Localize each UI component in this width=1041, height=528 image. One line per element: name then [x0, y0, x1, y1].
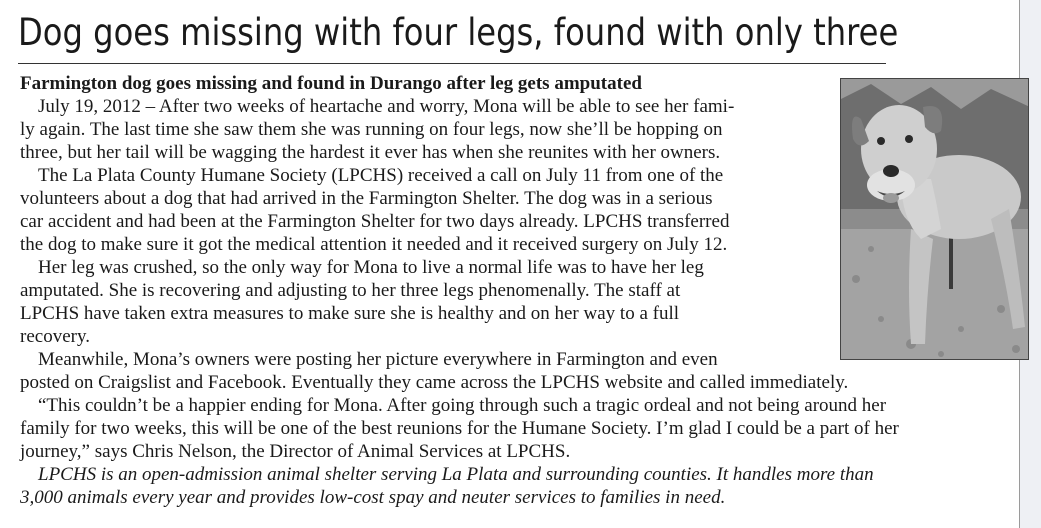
article-line: July 19, 2012 – After two weeks of heartache and worry, Mona will be able to see her fami-: [38, 96, 735, 117]
dog-photo: [840, 78, 1029, 360]
subheadline: Farmington dog goes missing and found in Durango after leg gets amputated: [20, 73, 642, 94]
headline-rule: [18, 63, 886, 64]
article-line: 3,000 animals every year and provides low-cost spay and neuter services to families in need.: [20, 487, 726, 508]
article-line: amputated. She is recovering and adjusting to her three legs phenomenally. The staff at: [20, 280, 681, 301]
article-line: volunteers about a dog that had arrived in the Farmington Shelter. The dog was in a serious: [20, 188, 713, 209]
article-line: ly again. The last time she saw them she was running on four legs, now she’ll be hopping on: [20, 119, 723, 140]
article-line: the dog to make sure it got the medical attention it needed and it received surgery on July 12.: [20, 234, 728, 255]
article-line: family for two weeks, this will be one of the best reunions for the Humane Society. I’m glad I could be a part of her: [20, 418, 899, 439]
article-line: recovery.: [20, 326, 90, 347]
article-line: journey,” says Chris Nelson, the Director of Animal Services at LPCHS.: [20, 441, 571, 462]
article-line: Meanwhile, Mona’s owners were posting her picture everywhere in Farmington and even: [38, 349, 718, 370]
article-line: LPCHS is an open-admission animal shelter serving La Plata and surrounding counties. It handles more than: [38, 464, 874, 485]
article-line: The La Plata County Humane Society (LPCHS) received a call on July 11 from one of the: [38, 165, 724, 186]
article-line: “This couldn’t be a happier ending for Mona. After going through such a tragic ordeal and not being around her: [38, 395, 887, 416]
headline: Dog goes missing with four legs, found with only three: [18, 11, 899, 54]
article-line: Her leg was crushed, so the only way for Mona to live a normal life was to have her leg: [38, 257, 704, 278]
article-line: car accident and had been at the Farmington Shelter for two days already. LPCHS transferred: [20, 211, 730, 232]
article-line: posted on Craigslist and Facebook. Eventually they came across the LPCHS website and called immediately.: [20, 372, 849, 393]
article-line: LPCHS have taken extra measures to make sure she is healthy and on her way to a full: [20, 303, 680, 324]
article-line: three, but her tail will be wagging the hardest it ever has when she reunites with her owners.: [20, 142, 721, 163]
